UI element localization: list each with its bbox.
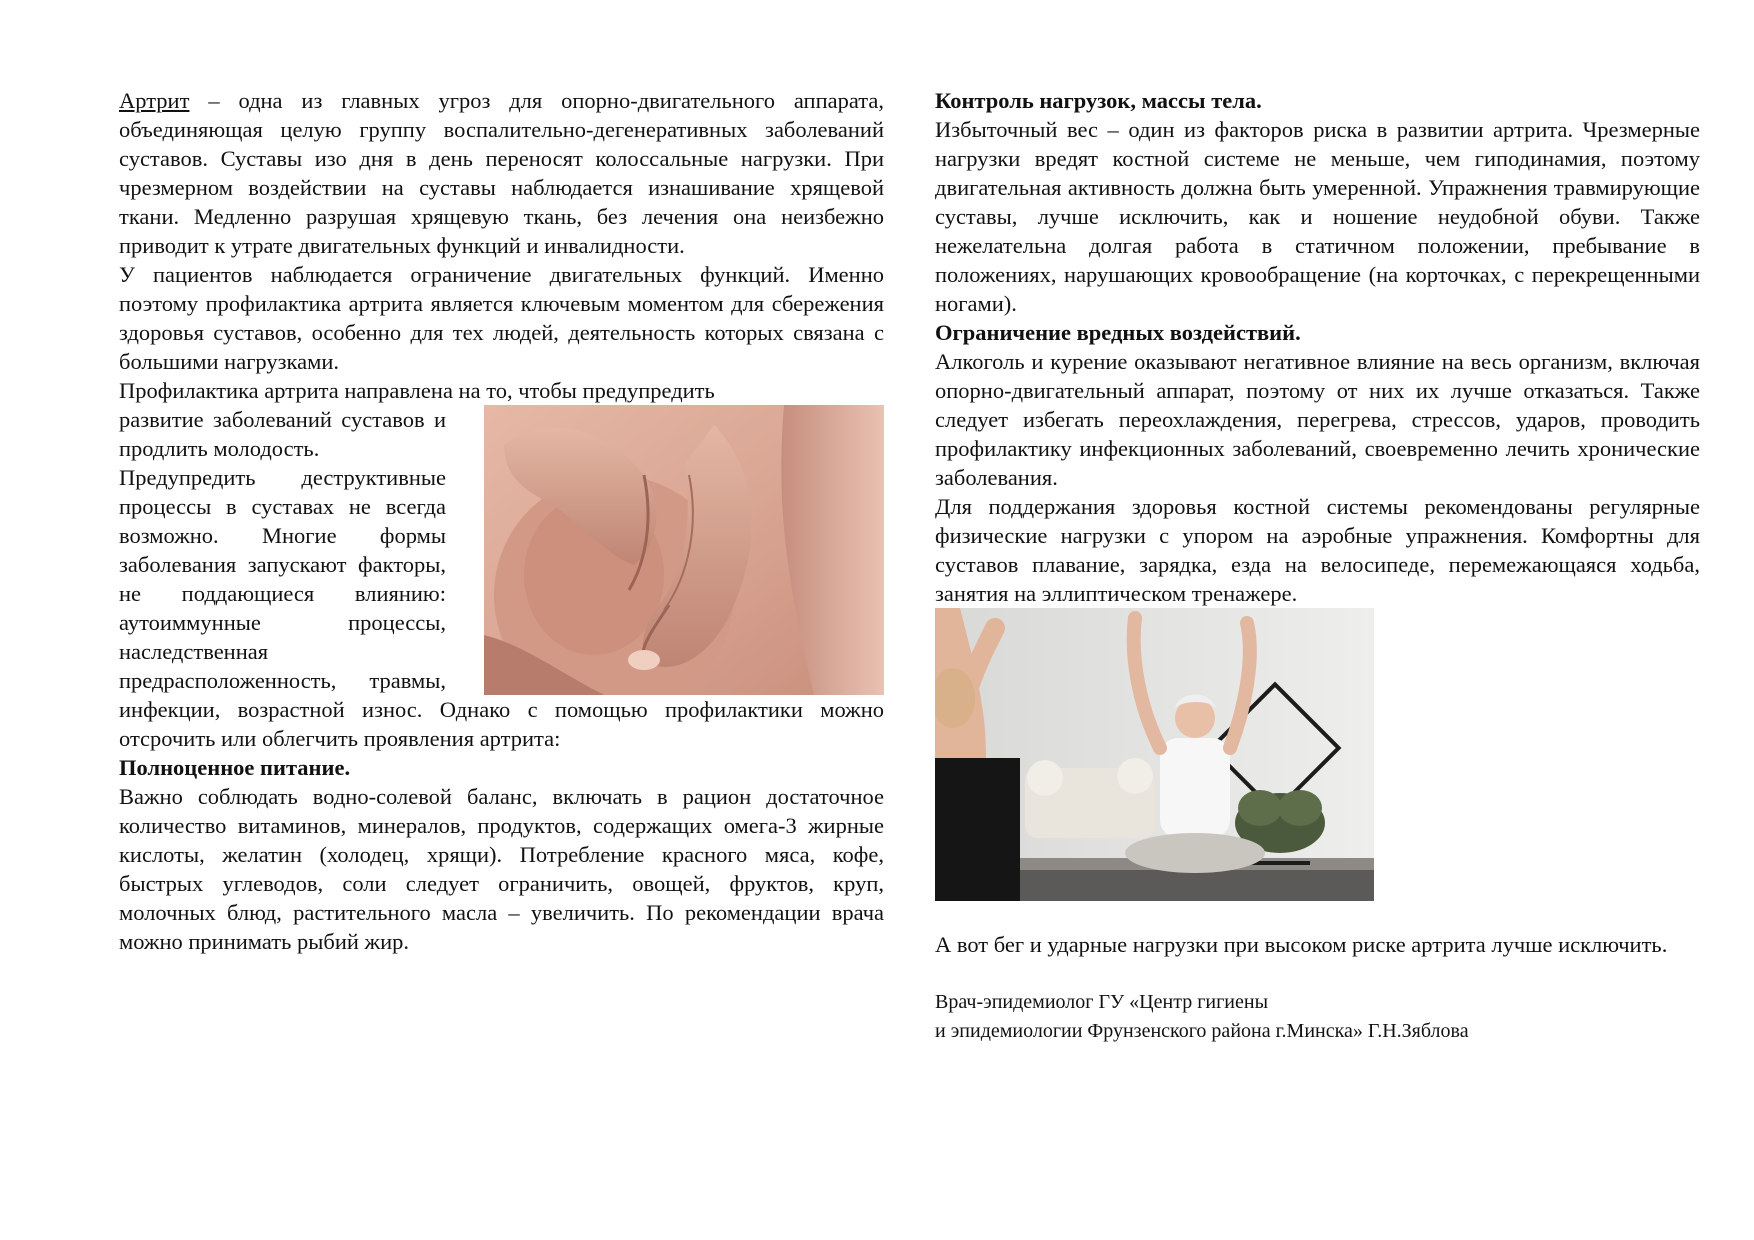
yoga-exercise-photo — [935, 608, 1374, 901]
right-column — [935, 86, 1700, 1046]
signature-line-1: Врач-эпидемиолог ГУ «Центр гигиены — [935, 991, 1269, 1013]
intro-paragraph — [119, 86, 884, 260]
knee-pain-photo — [484, 405, 884, 695]
term-arthritis: Артрит — [119, 88, 190, 113]
heading-harm-limitation: Ограничение вредных воздействий. — [935, 320, 1301, 345]
heading-load-control: Контроль нагрузок, массы тела. — [935, 88, 1262, 113]
prevention-continuation: развитие заболеваний суставов и продлить молодость. — [119, 407, 446, 461]
prevention-lead-line: Профилактика артрита направлена на то, чтобы предупредить — [119, 378, 715, 403]
destructive-processes-paragraph: Предупредить деструктивные процессы в суставах не всегда возможно. Многие формы заболевания запускают факторы, не поддающиеся влиянию: аутоиммунные процессы, наследственная предрасположенность, травмы, инфекции, возрастной износ. Однако с помощью профилактики можно отсрочить или облегчить проявления артрита: — [119, 465, 884, 751]
intro-text: – одна из главных угроз для опорно-двигательного аппарата, объединяющая целую группу воспалительно-дегенеративных заболеваний суставов. Суставы изо дня в день переносят колоссальные нагрузки. При чрезмерном воздействии на суставы наблюдается изнашивание хрящевой ткани. Медленно разрушая хрящевую ткань, без лечения она неизбежно приводит к утрате двигательных функций и инвалидности. — [119, 88, 884, 258]
patients-paragraph: У пациентов наблюдается ограничение двигательных функций. Именно поэтому профилактика артрита является ключевым моментом для сбережения здоровья суставов, особенно для тех людей, деятельность которых связана с большими нагрузками. — [119, 262, 884, 374]
heading-nutrition: Полноценное питание. — [119, 755, 351, 780]
author-signature — [935, 988, 1700, 1046]
spacer — [935, 959, 1700, 988]
spacer — [935, 901, 1700, 930]
exercise-paragraph: Для поддержания здоровья костной системы рекомендованы регулярные физические нагрузки с упором на аэробные упражнения. Комфортны для суставов плавание, зарядка, езда на велосипеде, перемежающаяся ходьба, занятия на эллиптическом тренажере. — [935, 494, 1700, 606]
left-column — [119, 86, 884, 956]
load-control-paragraph: Избыточный вес – один из факторов риска в развитии артрита. Чрезмерные нагрузки вредят костной системе не меньше, чем гиподинамия, поэтому двигательная активность должна быть умеренной. Упражнения травмирующие суставы, лучше исключить, как и ношение неудобной обуви. Также нежелательна долгая работа в статичном положении, пребывание в положениях, нарушающих кровообращение (на корточках, с перекрещенными ногами). — [935, 117, 1700, 316]
nutrition-paragraph: Важно соблюдать водно-солевой баланс, включать в рацион достаточное количество витаминов, минералов, продуктов, содержащих омега-3 жирные кислоты, желатин (холодец, хрящи). Потребление красного мяса, кофе, быстрых углеводов, соли следует ограничить, овощей, фруктов, круп, молочных блюд, растительного масла – увеличить. По рекомендации врача можно принимать рыбий жир. — [119, 784, 884, 954]
final-remark-paragraph: А вот бег и ударные нагрузки при высоком риске артрита лучше исключить. — [935, 932, 1668, 957]
signature-line-2: и эпидемиологии Фрунзенского района г.Минска» Г.Н.Зяблова — [935, 1020, 1469, 1042]
harm-limitation-paragraph: Алкоголь и курение оказывают негативное влияние на весь организм, включая опорно-двигательный аппарат, поэтому от них их лучше отказаться. Также следует избегать переохлаждения, перегрева, стрессов, ударов, проводить профилактику инфекционных заболеваний, своевременно лечить хронические заболевания. — [935, 349, 1700, 490]
